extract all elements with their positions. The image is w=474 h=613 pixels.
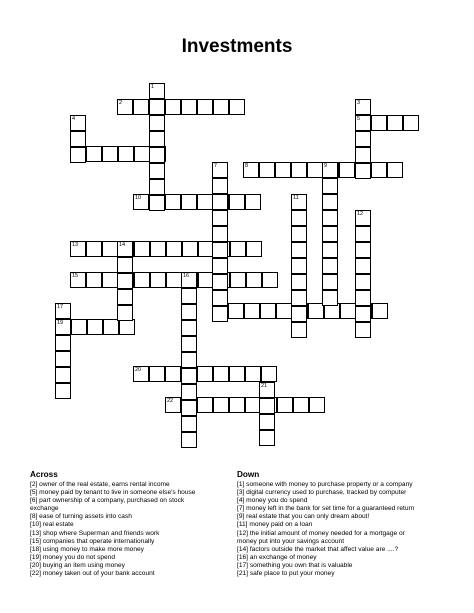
crossword-cell[interactable]: [230, 241, 246, 257]
crossword-cell[interactable]: [71, 319, 87, 335]
crossword-cell[interactable]: [291, 290, 307, 306]
crossword-cell[interactable]: [259, 398, 275, 414]
crossword-cell[interactable]: [149, 366, 165, 382]
crossword-cell[interactable]: [181, 400, 197, 416]
crossword-cell[interactable]: [261, 366, 277, 382]
crossword-cell[interactable]: [372, 303, 388, 319]
crossword-cell[interactable]: [322, 258, 338, 274]
crossword-cell[interactable]: [293, 397, 309, 413]
crossword-cell[interactable]: [197, 397, 213, 413]
crossword-cell[interactable]: [212, 162, 228, 178]
crossword-cell[interactable]: [181, 194, 197, 210]
down-clue: [9] real estate that you can only dream about!: [237, 513, 370, 521]
crossword-cell[interactable]: [182, 241, 198, 257]
crossword-cell[interactable]: [322, 242, 338, 258]
crossword-cell[interactable]: [212, 290, 228, 306]
crossword-cell[interactable]: [197, 99, 213, 115]
crossword-cell[interactable]: [150, 272, 166, 288]
across-clue: [18] using money to make more money: [30, 545, 144, 553]
crossword-cell[interactable]: [55, 303, 71, 319]
crossword-cell[interactable]: [117, 273, 133, 289]
crossword-cell[interactable]: [150, 241, 166, 257]
crossword-cell[interactable]: [339, 162, 355, 178]
crossword-cell[interactable]: [355, 322, 371, 338]
crossword-cell[interactable]: [275, 162, 291, 178]
crossword-cell[interactable]: [246, 241, 262, 257]
crossword-cell[interactable]: [165, 366, 181, 382]
crossword-cell[interactable]: [355, 306, 371, 322]
crossword-cell[interactable]: [149, 131, 165, 147]
crossword-cell[interactable]: [55, 335, 71, 351]
crossword-cell[interactable]: [213, 99, 229, 115]
clue-number: 22: [167, 398, 174, 404]
crossword-cell[interactable]: [149, 147, 165, 163]
crossword-cell[interactable]: [291, 258, 307, 274]
crossword-cell[interactable]: [371, 115, 387, 131]
crossword-cell[interactable]: [291, 226, 307, 242]
crossword-cell[interactable]: [70, 115, 86, 131]
crossword-cell[interactable]: [355, 274, 371, 290]
crossword-cell[interactable]: [212, 194, 228, 210]
crossword-cell[interactable]: [86, 146, 102, 162]
crossword-cell[interactable]: [322, 274, 338, 290]
crossword-cell[interactable]: [246, 272, 262, 288]
crossword-cell[interactable]: [181, 320, 197, 336]
clue-number: 21: [261, 383, 268, 389]
crossword-cell[interactable]: [103, 319, 119, 335]
down-clues: [237, 470, 452, 578]
across-clue: [19] money you do not spend: [30, 553, 116, 561]
across-clue: [5] money paid by tenant to live in someone else's house: [30, 489, 196, 497]
crossword-cell[interactable]: [355, 115, 371, 131]
crossword-cell[interactable]: [212, 226, 228, 242]
down-clue: money put into your savings account: [237, 537, 345, 545]
crossword-cell[interactable]: [291, 210, 307, 226]
crossword-cell[interactable]: [70, 131, 86, 147]
crossword-cell[interactable]: [245, 194, 261, 210]
across-clue: [22] money taken out of your bank account: [30, 570, 155, 578]
crossword-cell[interactable]: [355, 290, 371, 306]
crossword-cell[interactable]: [403, 115, 419, 131]
down-clue: [16] an exchange of money: [237, 553, 317, 561]
crossword-cell[interactable]: [212, 258, 228, 274]
crossword-cell[interactable]: [355, 226, 371, 242]
crossword-cell[interactable]: [229, 99, 245, 115]
across-clues: [30, 470, 230, 578]
clue-number: 12: [357, 211, 364, 217]
crossword-cell[interactable]: [277, 397, 293, 413]
clue-number: 20: [135, 367, 142, 373]
crossword-cell[interactable]: [181, 99, 197, 115]
across-heading: Across: [30, 470, 58, 479]
page-title: Investments: [181, 36, 293, 57]
crossword-cell[interactable]: [309, 397, 325, 413]
crossword-cell[interactable]: [322, 226, 338, 242]
clue-number: 2: [119, 100, 123, 106]
crossword-cell[interactable]: [291, 306, 307, 322]
clue-number: 14: [119, 242, 126, 248]
across-clue: [8] ease of turning assets into cash: [30, 513, 132, 521]
crossword-cell[interactable]: [102, 241, 118, 257]
crossword-cell[interactable]: [55, 367, 71, 383]
crossword-cell[interactable]: [181, 416, 197, 432]
crossword-cell[interactable]: [230, 272, 246, 288]
crossword-cell[interactable]: [102, 272, 118, 288]
crossword-cell[interactable]: [134, 241, 150, 257]
down-clue: [17] something you own that is valuable: [237, 561, 353, 569]
crossword-cell[interactable]: [228, 303, 244, 319]
crossword-cell[interactable]: [322, 178, 338, 194]
crossword-cell[interactable]: [243, 162, 259, 178]
crossword-cell[interactable]: [181, 304, 197, 320]
crossword-cell[interactable]: [213, 366, 229, 382]
crossword-cell[interactable]: [165, 99, 181, 115]
crossword-cell[interactable]: [197, 366, 213, 382]
crossword-cell[interactable]: [119, 319, 135, 335]
clue-number: 11: [293, 195, 299, 201]
crossword-cell[interactable]: [86, 272, 102, 288]
crossword-cell[interactable]: [117, 99, 133, 115]
down-clue: [4] money you do spend: [237, 497, 308, 505]
down-clue: [3] digital currency used to purchase, tracked by computer: [237, 489, 407, 497]
crossword-cell[interactable]: [117, 241, 133, 257]
crossword-cell[interactable]: [133, 194, 149, 210]
crossword-cell[interactable]: [133, 99, 149, 115]
crossword-cell[interactable]: [291, 274, 307, 290]
crossword-cell[interactable]: [70, 147, 86, 163]
crossword-cell[interactable]: [322, 162, 338, 178]
crossword-cell[interactable]: [149, 115, 165, 131]
crossword-cell[interactable]: [149, 99, 165, 115]
across-clue: [2] owner of the real estate, earns rental income: [30, 481, 170, 488]
crossword-cell[interactable]: [245, 366, 261, 382]
crossword-cell[interactable]: [291, 242, 307, 258]
crossword-cell[interactable]: [355, 147, 371, 163]
down-clue: [14] factors outside the market that affect value are ....?: [237, 545, 399, 553]
clue-number: 9: [324, 163, 328, 169]
crossword-cell[interactable]: [181, 272, 197, 288]
crossword-cell[interactable]: [117, 289, 133, 305]
crossword-cell[interactable]: [213, 397, 229, 413]
crossword-cell[interactable]: [70, 272, 86, 288]
crossword-cell[interactable]: [212, 178, 228, 194]
crossword-cell[interactable]: [212, 210, 228, 226]
crossword-cell[interactable]: [149, 83, 165, 99]
crossword-cell[interactable]: [212, 274, 228, 290]
crossword-cell[interactable]: [260, 303, 276, 319]
crossword-cell[interactable]: [134, 146, 150, 162]
crossword-cell[interactable]: [322, 210, 338, 226]
down-heading: Down: [237, 470, 260, 479]
crossword-cell[interactable]: [134, 272, 150, 288]
crossword-cell[interactable]: [55, 351, 71, 367]
clue-number: 8: [245, 163, 249, 169]
crossword-cell[interactable]: [322, 290, 338, 306]
crossword-cell[interactable]: [259, 382, 275, 398]
crossword-cell[interactable]: [355, 242, 371, 258]
clue-number: 3: [357, 100, 361, 106]
clue-number: 13: [72, 242, 79, 248]
crossword-cell[interactable]: [259, 430, 275, 446]
crossword-cell[interactable]: [291, 322, 307, 338]
crossword-cell[interactable]: [133, 366, 149, 382]
down-clue: [7] money left in the bank for set time for a guaranteed return: [237, 505, 415, 513]
crossword-cell[interactable]: [371, 162, 387, 178]
across-clue: [10] real estate: [30, 521, 74, 529]
across-clue: [15] companies that operate internationally: [30, 537, 155, 545]
clue-number: 7: [214, 163, 218, 169]
crossword-cell[interactable]: [355, 99, 371, 115]
down-clue: [11] money paid on a loan: [237, 521, 313, 529]
crossword-cell[interactable]: [262, 272, 278, 288]
crossword-cell[interactable]: [355, 163, 371, 179]
crossword-cell[interactable]: [117, 305, 133, 321]
crossword-cell[interactable]: [118, 146, 134, 162]
crossword-cell[interactable]: [355, 131, 371, 147]
crossword-cell[interactable]: [307, 162, 323, 178]
clue-number: 10: [135, 195, 142, 201]
crossword-cell[interactable]: [212, 242, 228, 258]
crossword-cell[interactable]: [291, 194, 307, 210]
crossword-cell[interactable]: [87, 319, 103, 335]
across-clue: [20] buying an item using money: [30, 561, 125, 569]
across-clue: [13] shop where Superman and friends work: [30, 529, 160, 537]
across-clue: [6] part ownership of a company, purchased on stock: [30, 497, 185, 505]
crossword-cell[interactable]: [181, 288, 197, 304]
crossword-cell[interactable]: [165, 397, 181, 413]
crossword-cell[interactable]: [166, 272, 182, 288]
crossword-cell[interactable]: [322, 194, 338, 210]
crossword-cell[interactable]: [291, 162, 307, 178]
crossword-cell[interactable]: [55, 383, 71, 399]
clue-number: 19: [57, 320, 64, 326]
crossword-cell[interactable]: [181, 432, 197, 448]
crossword-cell[interactable]: [149, 195, 165, 211]
crossword-cell[interactable]: [55, 319, 71, 335]
crossword-cell[interactable]: [165, 194, 181, 210]
clue-number: 5: [357, 116, 361, 122]
down-clue: [21] safe place to put your money: [237, 570, 335, 578]
crossword-cell[interactable]: [340, 303, 356, 319]
down-clue: [1] someone with money to purchase property or a company: [237, 481, 413, 488]
across-clue: exchange: [30, 505, 59, 513]
crossword-cell[interactable]: [181, 336, 197, 352]
crossword-cell[interactable]: [102, 146, 118, 162]
crossword-cell[interactable]: [166, 241, 182, 257]
crossword-cell[interactable]: [181, 368, 197, 384]
crossword-cell[interactable]: [229, 194, 245, 210]
crossword-cell[interactable]: [387, 162, 403, 178]
crossword-cell[interactable]: [212, 306, 228, 322]
crossword-cell[interactable]: [355, 210, 371, 226]
crossword-cell[interactable]: [355, 258, 371, 274]
crossword-cell[interactable]: [229, 397, 245, 413]
crossword-cell[interactable]: [149, 179, 165, 195]
clue-number: 1: [151, 84, 155, 90]
crossword-cell[interactable]: [244, 303, 260, 319]
clue-number: 17: [57, 304, 64, 310]
clue-number: 16: [183, 273, 190, 279]
crossword-cell[interactable]: [259, 414, 275, 430]
crossword-cell[interactable]: [276, 303, 292, 319]
clue-number: 4: [72, 116, 76, 122]
crossword-cell[interactable]: [229, 366, 245, 382]
clue-number: 15: [72, 273, 79, 279]
crossword-cell[interactable]: [181, 384, 197, 400]
crossword-cell[interactable]: [387, 115, 403, 131]
crossword-cell[interactable]: [149, 163, 165, 179]
crossword-cell[interactable]: [117, 257, 133, 273]
crossword-cell[interactable]: [181, 352, 197, 368]
crossword-cell[interactable]: [197, 194, 213, 210]
crossword-cell[interactable]: [86, 241, 102, 257]
crossword-cell[interactable]: [259, 162, 275, 178]
crossword-cell[interactable]: [70, 241, 86, 257]
down-clue: [12] the initial amount of money needed for a mortgage or: [237, 529, 405, 537]
